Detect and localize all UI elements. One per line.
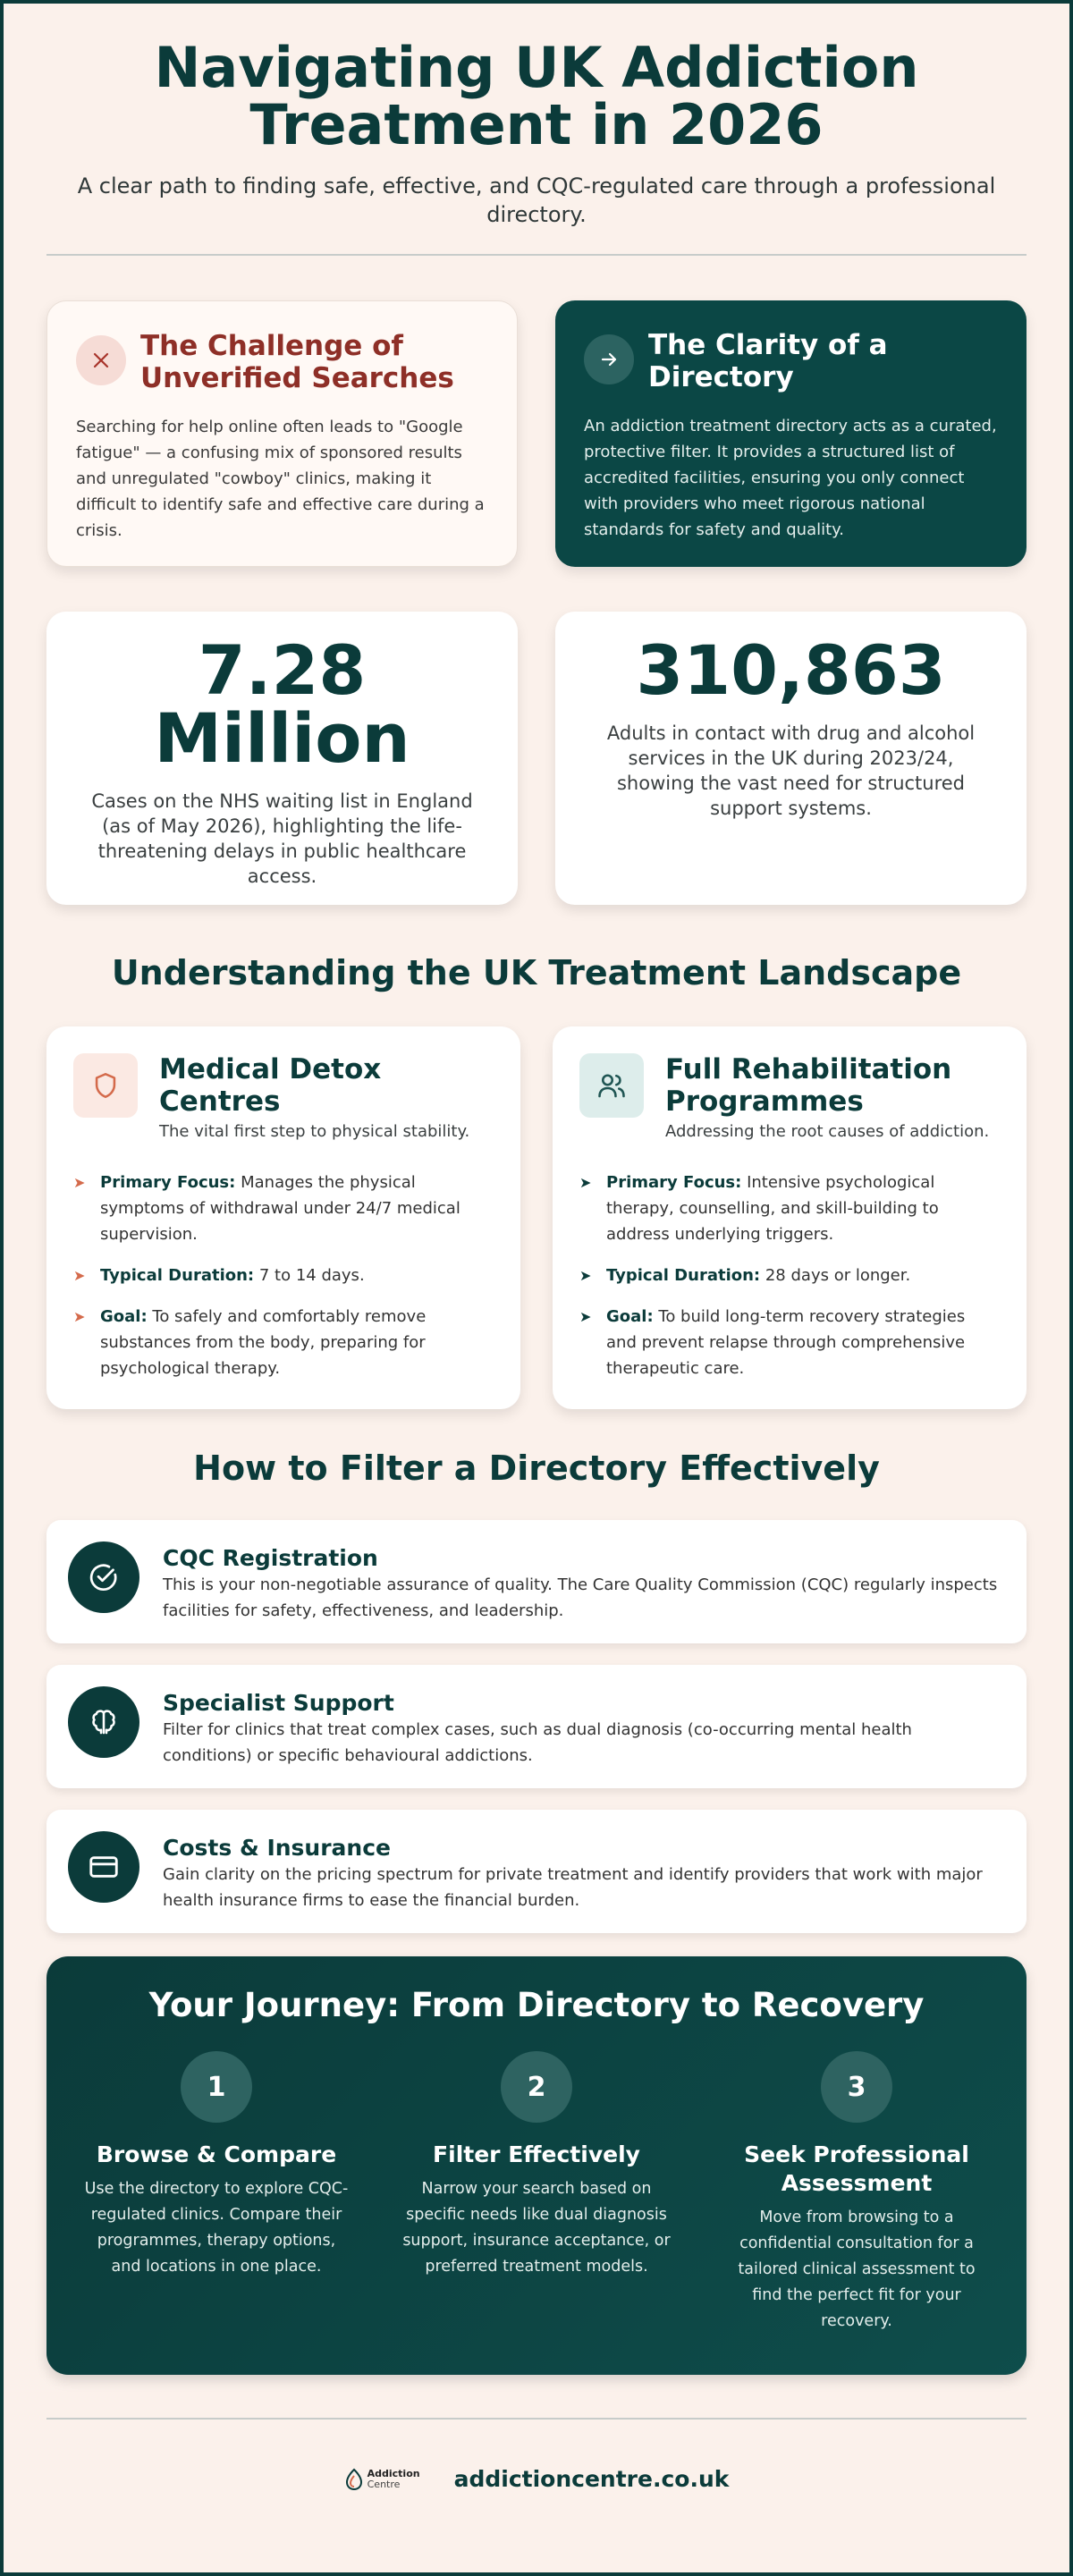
list-item: ➤ Goal: To safely and comfortably remove substances from the body, preparing for psychological therapy. [73, 1304, 494, 1381]
stat-number: 7.28 Million [154, 630, 410, 778]
step-title: Filter Effectively [433, 2141, 640, 2167]
detox-card [46, 1026, 520, 1409]
filters-title: How to Filter a Directory Effectively [193, 1448, 880, 1488]
arrow-bullet-icon: ➤ [73, 1267, 86, 1284]
clarity-text: An addiction treatment directory acts as a curated, protective filter. It provides a structured list of accredited facilities, ensuring you only connect with providers who meet rigorous national standards for safety and quality. [584, 417, 997, 539]
filter-item-costs [46, 1810, 1027, 1933]
list-item: ➤ Primary Focus: Intensive psychological therapy, counselling, and skill-building to address underlying triggers. [579, 1170, 1000, 1247]
filters-list [46, 1520, 1027, 1933]
step-text: Use the directory to explore CQC-regulated clinics. Compare their programmes, therapy options, and locations in one place. [84, 2180, 349, 2276]
step-number-badge: 1 [181, 2051, 252, 2123]
landscape-cards [46, 1026, 1027, 1409]
check-badge-icon [68, 1541, 139, 1613]
stat-number: 310,863 [636, 630, 946, 710]
clarity-card [555, 300, 1027, 567]
challenge-title: The Challenge of Unverified Searches [140, 330, 454, 394]
credit-card-icon [68, 1831, 139, 1903]
intro-cards [46, 300, 1027, 567]
list-item: ➤ Typical Duration: 28 days or longer. [579, 1263, 1000, 1288]
arrow-bullet-icon: ➤ [73, 1174, 86, 1191]
journey-step [82, 2051, 351, 2335]
challenge-card [46, 300, 518, 567]
journey-title: Your Journey: From Directory to Recovery [148, 1986, 925, 2024]
users-icon [579, 1053, 644, 1118]
site-domain-link[interactable]: addictioncentre.co.uk [453, 2466, 730, 2492]
stat-description: Cases on the NHS waiting list in England (as of May 2026), highlighting the life-threatening delays in public healthcare access. [91, 790, 473, 887]
stat-card [555, 612, 1027, 905]
footer [46, 2466, 1027, 2492]
journey-step [722, 2051, 991, 2335]
arrow-bullet-icon: ➤ [579, 1308, 592, 1325]
filter-text: Gain clarity on the pricing spectrum for private treatment and identify providers that work with major health insurance firms to ease the financial burden. [163, 1865, 983, 1910]
list-item: ➤ Goal: To build long-term recovery strategies and prevent relapse through comprehensive therapeutic care. [579, 1304, 1000, 1381]
filter-text: This is your non-negotiable assurance of quality. The Care Quality Commission (CQC) regularly inspects facilities for safety, effectiveness, and leadership. [163, 1575, 998, 1620]
journey-panel [46, 1956, 1027, 2375]
arrow-right-icon [584, 334, 634, 384]
stats [46, 612, 1027, 905]
clarity-title: The Clarity of a Directory [648, 329, 888, 393]
logo-line-1: Addiction [367, 2467, 420, 2479]
x-icon [76, 335, 126, 385]
list-item: ➤ Typical Duration: 7 to 14 days. [73, 1263, 494, 1288]
brand-logo[interactable] [344, 2468, 420, 2491]
step-number-badge: 3 [821, 2051, 892, 2123]
step-text: Move from browsing to a confidential consultation for a tailored clinical assessment to find the perfect fit for your recovery. [738, 2209, 976, 2330]
rehab-card [553, 1026, 1027, 1409]
filter-title: Specialist Support [163, 1690, 394, 1716]
challenge-text: Searching for help online often leads to "Google fatigue" — a confusing mix of sponsored results and unregulated "cowboy" clinics, making it difficult to identify safe and effective care during a crisis. [76, 418, 485, 540]
arrow-bullet-icon: ➤ [579, 1267, 592, 1284]
stat-card [46, 612, 518, 905]
infographic [46, 0, 1027, 2492]
rehab-list [579, 1170, 1000, 1381]
landscape-title: Understanding the UK Treatment Landscape [111, 953, 962, 992]
journey-step [402, 2051, 671, 2335]
filter-title: CQC Registration [163, 1545, 378, 1571]
detox-list [73, 1170, 494, 1381]
logo-mark-icon [344, 2468, 364, 2491]
step-title: Seek Professional Assessment [744, 2141, 969, 2196]
logo-line-2: Centre [367, 2478, 401, 2490]
page-subtitle: A clear path to finding safe, effective, and CQC-regulated care through a professional directory. [77, 173, 996, 227]
step-number-badge: 2 [501, 2051, 572, 2123]
brain-icon [68, 1686, 139, 1758]
rehab-title: Full Rehabilitation Programmes [665, 1053, 952, 1118]
filter-title: Costs & Insurance [163, 1835, 391, 1861]
filter-item-cqc [46, 1520, 1027, 1643]
step-text: Narrow your search based on specific needs like dual diagnosis support, insurance acceptance, or preferred treatment models. [402, 2180, 671, 2276]
step-title: Browse & Compare [96, 2141, 337, 2167]
detox-title: Medical Detox Centres [159, 1053, 382, 1118]
divider [46, 2418, 1027, 2420]
filter-item-specialist [46, 1665, 1027, 1788]
title-line-2: Treatment in 2026 [249, 92, 824, 157]
divider [46, 254, 1027, 256]
stat-description: Adults in contact with drug and alcohol services in the UK during 2023/24, showing the vast need for structured support systems. [606, 722, 976, 819]
title-line-1: Navigating UK Addiction [154, 35, 919, 100]
filter-text: Filter for clinics that treat complex cases, such as dual diagnosis (co-occurring mental health conditions) or specific behavioural addictions. [163, 1720, 912, 1765]
arrow-bullet-icon: ➤ [73, 1308, 86, 1325]
rehab-tagline: Addressing the root causes of addiction. [665, 1122, 990, 1141]
journey-steps [46, 2051, 1027, 2335]
arrow-bullet-icon: ➤ [579, 1174, 592, 1191]
detox-tagline: The vital first step to physical stability. [159, 1122, 470, 1141]
page-title [46, 35, 1027, 157]
list-item: ➤ Primary Focus: Manages the physical symptoms of withdrawal under 24/7 medical supervision. [73, 1170, 494, 1247]
shield-icon [73, 1053, 138, 1118]
header [46, 35, 1027, 229]
